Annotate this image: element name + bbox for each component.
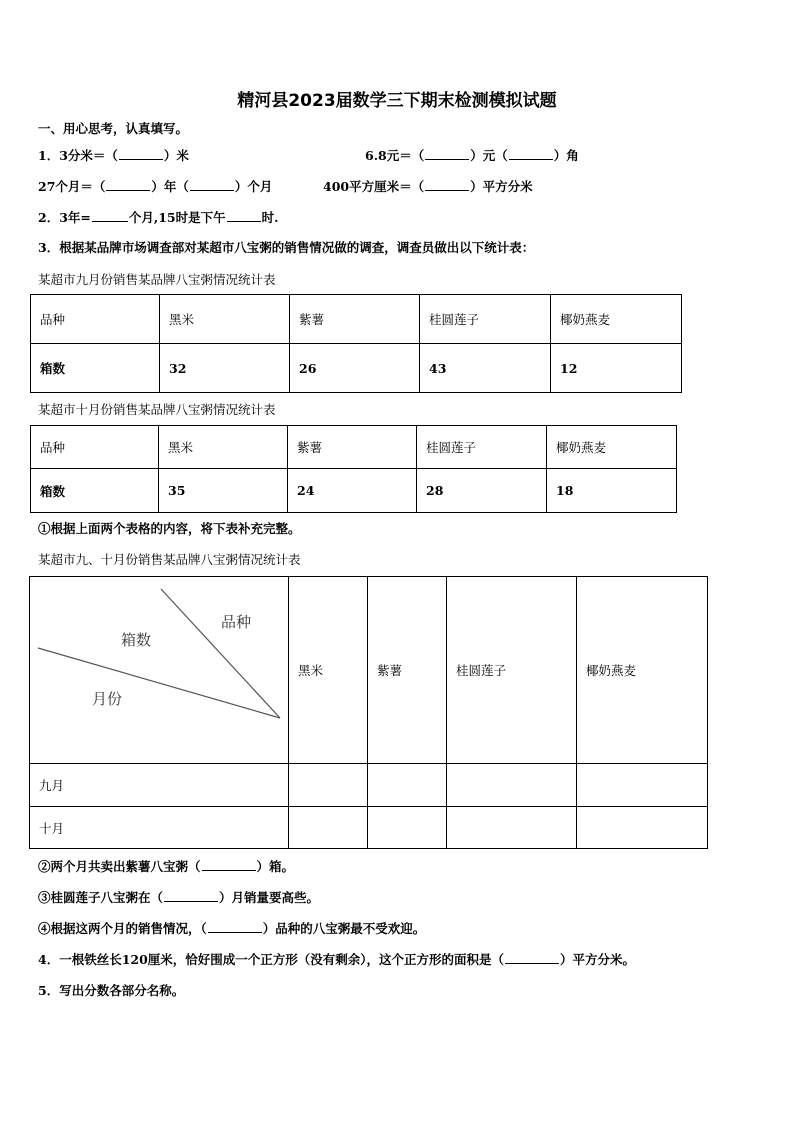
diagonal-label-boxes: 箱数 bbox=[121, 631, 152, 649]
answer-blank[interactable] bbox=[425, 178, 469, 191]
table-row bbox=[30, 807, 708, 849]
empty-answer-cell[interactable] bbox=[289, 807, 368, 849]
q5: 5．写出分数各部分名称。 bbox=[38, 983, 185, 998]
q1-part-c bbox=[38, 178, 272, 195]
q3-sub4-prefix: ④根据这两个月的销售情况，（ bbox=[38, 921, 207, 936]
table-cell: 18 bbox=[547, 469, 677, 513]
empty-answer-cell[interactable] bbox=[577, 764, 708, 807]
table-row bbox=[31, 344, 682, 393]
table-header-cell: 桂圆莲子 bbox=[417, 426, 547, 469]
table-header-cell: 椰奶燕麦 bbox=[577, 577, 708, 764]
diagonal-line-upper bbox=[161, 589, 280, 718]
q3-sub2-prefix: ②两个月共卖出紫薯八宝粥（ bbox=[38, 859, 201, 874]
table-header-cell: 紫薯 bbox=[288, 426, 417, 469]
empty-answer-cell[interactable] bbox=[447, 764, 577, 807]
q1-c-middle: ）年（ bbox=[151, 179, 189, 194]
q1-a-suffix: ）米 bbox=[163, 148, 189, 163]
table-row bbox=[31, 295, 682, 344]
q3-sub1: ①根据上面两个表格的内容，将下表补充完整。 bbox=[38, 521, 301, 536]
empty-answer-cell[interactable] bbox=[447, 807, 577, 849]
october-sales-table bbox=[30, 425, 677, 513]
q2-prefix: 2．3年= bbox=[38, 210, 91, 225]
diagonal-label-variety: 品种 bbox=[221, 613, 252, 631]
table-header-cell: 黑米 bbox=[159, 426, 288, 469]
answer-blank[interactable] bbox=[227, 209, 261, 222]
table-row bbox=[31, 426, 677, 469]
answer-blank[interactable] bbox=[119, 147, 163, 160]
combined-sales-table bbox=[29, 576, 708, 849]
q3-sub4-suffix: ）品种的八宝粥最不受欢迎。 bbox=[262, 921, 426, 936]
diagonal-lines bbox=[30, 577, 289, 764]
answer-blank[interactable] bbox=[505, 951, 559, 964]
table1-caption: 某超市九月份销售某品牌八宝粥情况统计表 bbox=[38, 272, 276, 287]
table-header-cell: 桂圆莲子 bbox=[447, 577, 577, 764]
table-cell: 12 bbox=[551, 344, 682, 393]
table-cell: 43 bbox=[420, 344, 551, 393]
table-cell: 24 bbox=[288, 469, 417, 513]
q3-sub3-prefix: ③桂圆莲子八宝粥在（ bbox=[38, 890, 164, 905]
table-header-cell: 紫薯 bbox=[290, 295, 420, 344]
diagonal-label-month: 月份 bbox=[92, 690, 123, 708]
q3-sub2 bbox=[38, 858, 294, 875]
answer-blank[interactable] bbox=[208, 920, 262, 933]
q1-part-b bbox=[365, 147, 579, 164]
table-cell: 32 bbox=[160, 344, 290, 393]
row-label-cell: 九月 bbox=[30, 764, 289, 807]
q3-sub2-suffix: ）箱。 bbox=[256, 859, 295, 874]
empty-answer-cell[interactable] bbox=[577, 807, 708, 849]
table-header-cell: 桂圆莲子 bbox=[420, 295, 551, 344]
q1-part-d bbox=[323, 178, 533, 195]
page-title: 精河县2023届数学三下期末检测模拟试题 bbox=[237, 91, 557, 111]
table-row bbox=[31, 469, 677, 513]
row-label-cell: 十月 bbox=[30, 807, 289, 849]
table-header-cell: 椰奶燕麦 bbox=[551, 295, 682, 344]
table-header-cell: 椰奶燕麦 bbox=[547, 426, 677, 469]
empty-answer-cell[interactable] bbox=[368, 807, 447, 849]
q1-b-prefix: 6.8元＝（ bbox=[365, 148, 425, 163]
q2 bbox=[38, 209, 278, 226]
q1-b-suffix: ）角 bbox=[553, 148, 579, 163]
answer-blank[interactable] bbox=[190, 178, 234, 191]
section-heading: 一、用心思考，认真填写。 bbox=[38, 121, 189, 136]
q1-c-prefix: 27个月＝（ bbox=[38, 179, 106, 194]
q3-sub3-suffix: ）月销量要高些。 bbox=[219, 890, 320, 905]
q3-sub3 bbox=[38, 889, 319, 906]
table-row bbox=[30, 577, 708, 764]
table-cell: 26 bbox=[290, 344, 420, 393]
answer-blank[interactable] bbox=[92, 209, 128, 222]
table-header-cell: 紫薯 bbox=[368, 577, 447, 764]
table-header-cell: 黑米 bbox=[160, 295, 290, 344]
september-sales-table bbox=[30, 294, 682, 393]
q2-middle: 个月,15时是下午 bbox=[128, 210, 226, 225]
q1-d-suffix: ）平方分米 bbox=[470, 179, 533, 194]
table-header-cell: 品种 bbox=[31, 295, 160, 344]
answer-blank[interactable] bbox=[106, 178, 150, 191]
answer-blank[interactable] bbox=[164, 889, 218, 902]
q1-a-prefix: 1．3分米＝（ bbox=[38, 148, 118, 163]
diagonal-header-cell bbox=[30, 577, 289, 764]
q1-d-prefix: 400平方厘米＝（ bbox=[323, 179, 425, 194]
table3-caption: 某超市九、十月份销售某品牌八宝粥情况统计表 bbox=[38, 552, 301, 567]
table-header-cell: 品种 bbox=[31, 426, 159, 469]
table-cell: 箱数 bbox=[31, 344, 160, 393]
q1-c-suffix: ）个月 bbox=[234, 179, 273, 194]
table2-caption: 某超市十月份销售某品牌八宝粥情况统计表 bbox=[38, 402, 276, 417]
table-cell: 35 bbox=[159, 469, 288, 513]
q1-part-a bbox=[38, 147, 189, 164]
q1-b-middle: ）元（ bbox=[470, 148, 508, 163]
q3-sub4 bbox=[38, 920, 425, 937]
q4-suffix: ）平方分米。 bbox=[560, 952, 636, 967]
empty-answer-cell[interactable] bbox=[289, 764, 368, 807]
answer-blank[interactable] bbox=[509, 147, 553, 160]
answer-blank[interactable] bbox=[202, 858, 256, 871]
table-row bbox=[30, 764, 708, 807]
q4-prefix: 4．一根铁丝长120厘米，恰好围成一个正方形（没有剩余），这个正方形的面积是（ bbox=[38, 952, 505, 967]
q4 bbox=[38, 951, 635, 968]
q2-suffix: 时. bbox=[261, 210, 279, 225]
diagonal-line-lower bbox=[38, 648, 280, 718]
table-header-cell: 黑米 bbox=[289, 577, 368, 764]
table-cell: 箱数 bbox=[31, 469, 159, 513]
q3-intro: 3．根据某品牌市场调查部对某超市八宝粥的销售情况做的调查，调查员做出以下统计表： bbox=[38, 240, 535, 255]
table-cell: 28 bbox=[417, 469, 547, 513]
empty-answer-cell[interactable] bbox=[368, 764, 447, 807]
answer-blank[interactable] bbox=[425, 147, 469, 160]
